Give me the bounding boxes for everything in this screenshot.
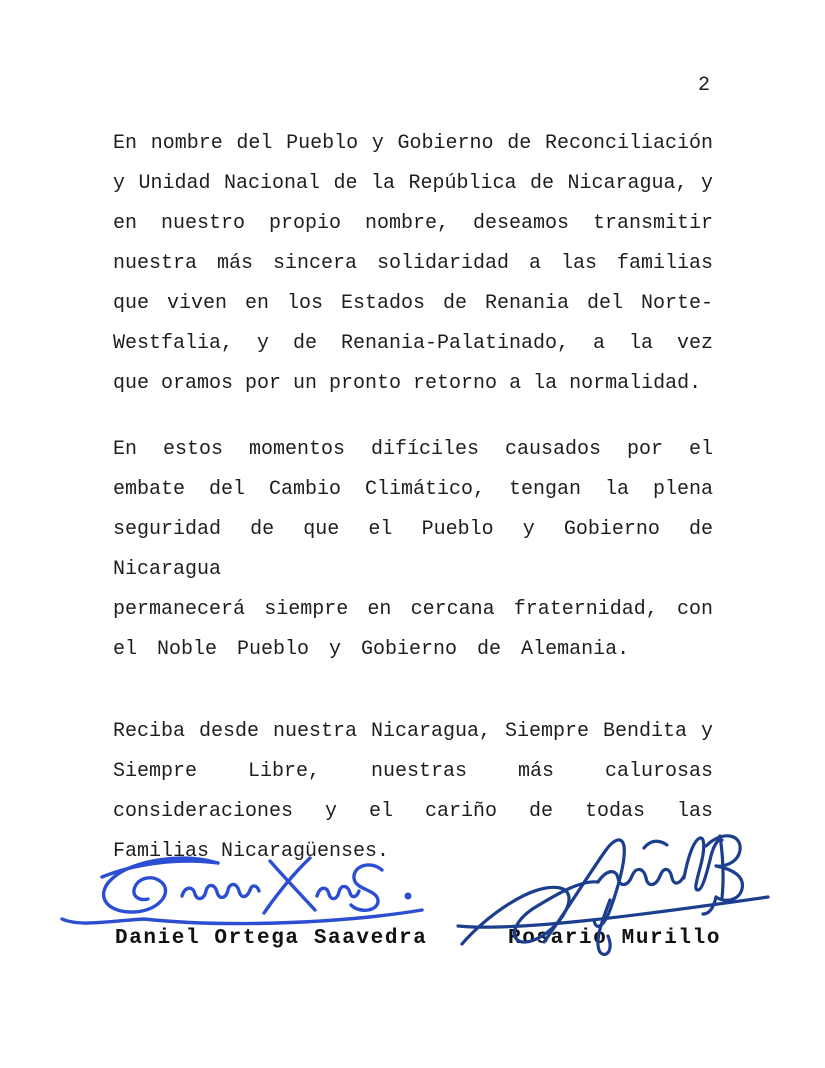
text-line: Familias Nicaragüenses. bbox=[113, 840, 390, 863]
text-line: en nuestro propio nombre, deseamos transmitir bbox=[113, 212, 713, 235]
text-line: embate del Cambio Climático, tengan la plena bbox=[113, 478, 713, 501]
text-line: que oramos por un pronto retorno a la normalidad. bbox=[113, 372, 702, 395]
signature-name-daniel-ortega: Daniel Ortega Saavedra bbox=[115, 927, 428, 950]
text-line: que viven en los Estados de Renania del Norte- bbox=[113, 292, 713, 315]
text-line: Siempre Libre, nuestras más calurosas bbox=[113, 760, 713, 783]
text-line: En estos momentos difíciles causados por el bbox=[113, 438, 713, 461]
text-line: nuestra más sincera solidaridad a las familias bbox=[113, 252, 713, 275]
text-line: En nombre del Pueblo y Gobierno de Reconciliación bbox=[113, 132, 713, 155]
text-line: y Unidad Nacional de la República de Nicaragua, y bbox=[113, 172, 713, 195]
text-line: consideraciones y el cariño de todas las bbox=[113, 800, 713, 823]
paragraph-1 bbox=[113, 124, 713, 404]
daniel-ortega-signature-strokes bbox=[62, 858, 422, 924]
daniel-ortega-signature bbox=[58, 833, 433, 933]
text-line: seguridad de que el Pueblo y Gobierno de Nicaragua bbox=[113, 518, 713, 581]
rosario-murillo-signature bbox=[448, 826, 778, 964]
text-line: permanecerá siempre en cercana fraternidad, con bbox=[113, 598, 713, 621]
text-line: el Noble Pueblo y Gobierno de Alemania. bbox=[113, 638, 630, 661]
page-number: 2 bbox=[698, 74, 711, 97]
rosario-murillo-signature-strokes bbox=[458, 836, 768, 955]
text-line: Reciba desde nuestra Nicaragua, Siempre Bendita y bbox=[113, 720, 713, 743]
paragraph-2 bbox=[113, 430, 713, 670]
signature-name-rosario-murillo: Rosario Murillo bbox=[508, 927, 722, 950]
letter-body bbox=[113, 124, 713, 872]
text-line: Westfalia, y de Renania-Palatinado, a la vez bbox=[113, 332, 713, 355]
